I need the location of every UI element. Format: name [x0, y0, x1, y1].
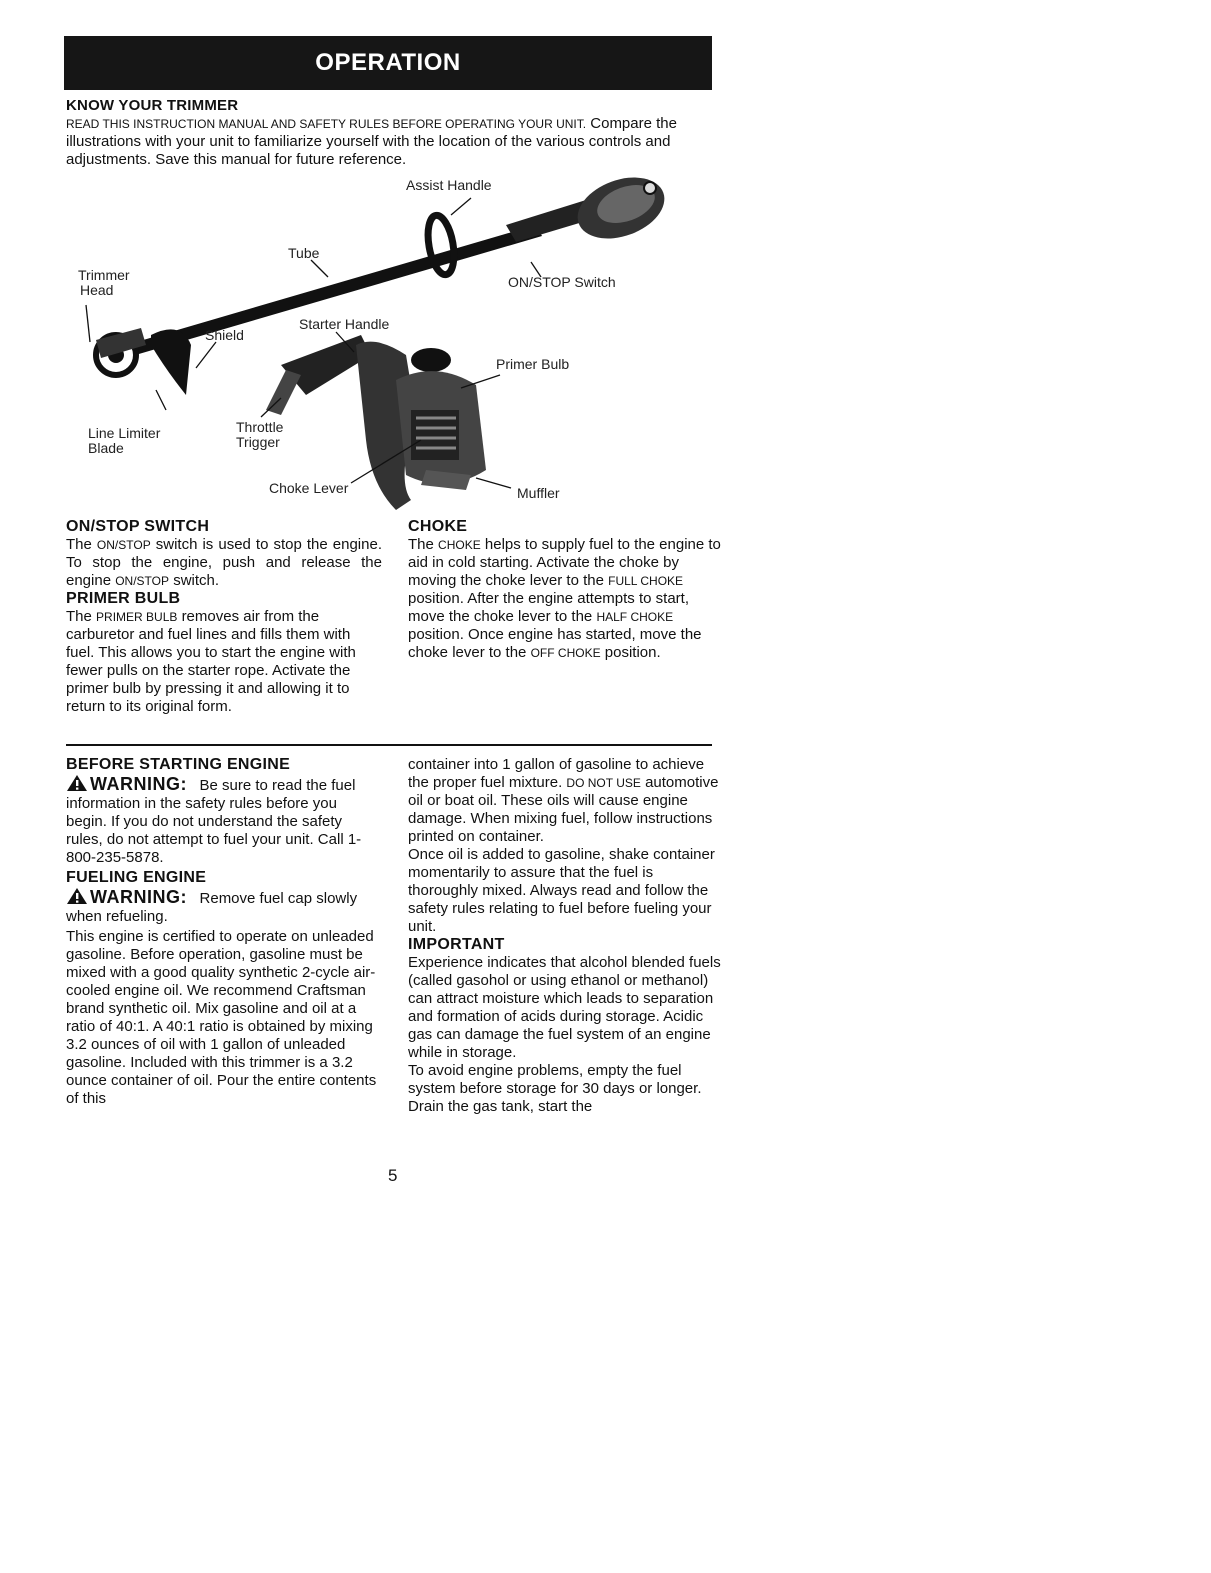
label-tube: Tube: [288, 245, 320, 261]
before-warning: [66, 774, 382, 867]
choke-text-5: position.: [604, 644, 661, 661]
storage-paragraph: To avoid engine problems, empty the fuel system before storage for 30 days or longer. Drain the gas tank, start the: [408, 1062, 702, 1115]
warning-label: WARNING:: [90, 774, 187, 794]
fueling-engine-heading: FUELING ENGINE: [66, 869, 207, 886]
intro-paragraph: [66, 115, 726, 169]
label-starter-handle: Starter Handle: [299, 316, 390, 332]
fueling-warning: [66, 887, 382, 926]
choke-caps-3: HALF CHOKE: [596, 610, 674, 624]
trimmer-diagram: [66, 170, 726, 520]
mix-text-1: container into 1 gallon of gasoline to achieve the proper fuel mixture.: [408, 756, 705, 791]
warning-text: Remove fuel cap slowly when refueling.: [66, 890, 358, 925]
warning-label: WARNING:: [90, 887, 187, 907]
label-choke-lever: Choke Lever: [269, 480, 349, 496]
onstop-caps-1: ON/STOP: [96, 538, 151, 552]
upper-left-column: [66, 518, 382, 716]
mix-text-2: automotive oil or boat oil. These oils will cause engine damage. When mixing fuel, follow instructions printed on container.: [408, 774, 719, 845]
important-heading: IMPORTANT: [408, 936, 505, 953]
onstop-heading: ON/STOP SWITCH: [66, 518, 210, 535]
onstop-text-1: The: [66, 536, 92, 553]
important-paragraph: Experience indicates that alcohol blended fuels (called gasohol or using ethanol or methanol) can attract moisture which leads to separation and formation of acids during storage. Acidic gas can damage the fuel system of an engine while in storage.: [408, 954, 721, 1061]
choke-text-4: position. Once engine has started, move the choke lever to the: [408, 626, 702, 661]
warning-icon: [66, 774, 88, 792]
fueling-paragraph: This engine is certified to operate on unleaded gasoline. Before operation, gasoline must be mixed with a good quality synthetic 2-cycle air-cooled engine oil. We recommend Craftsman brand synthetic oil. Mix gasoline and oil at a ratio of 40:1. A 40:1 ratio is obtained by mixing 3.2 ounces of oil with 1 gallon of unleaded gasoline. Included with this trimmer is a 3.2 ounce container of oil. Pour the entire contents of this: [66, 928, 377, 1107]
before-starting-heading: BEFORE STARTING ENGINE: [66, 756, 291, 773]
onstop-text-2: switch is used to stop the engine. To stop the engine, push and release the engine: [66, 536, 382, 589]
primer-heading: PRIMER BULB: [66, 590, 181, 607]
shake-paragraph: Once oil is added to gasoline, shake container momentarily to assure that the fuel is thoroughly mixed. Always read and follow the safety rules relating to fuel before fueling your unit.: [408, 846, 715, 935]
trimmer-illustration: [66, 170, 726, 520]
primer-text-2: removes air from the carburetor and fuel lines and fills them with fuel. This allows you to start the engine with fewer pulls on the starter rope. Activate the primer bulb by pressing it and allowing it to return to its original form.: [66, 608, 356, 715]
warning-icon: [66, 887, 88, 905]
do-not-use-caps: DO NOT USE: [566, 776, 641, 790]
upper-right-column: [408, 518, 724, 662]
choke-heading: CHOKE: [408, 518, 468, 535]
onstop-text-3: switch.: [173, 572, 220, 589]
page-number: 5: [388, 1166, 398, 1185]
choke-caps-1: CHOKE: [438, 538, 481, 552]
lower-left-column: [66, 756, 382, 1108]
label-line-limiter-1: Line Limiter: [88, 425, 161, 441]
section-divider: [66, 744, 712, 746]
intro-body-text: Compare the illustrations with your unit to familiarize yourself with the location of the various controls and adjustments. Save this manual for future reference.: [66, 115, 677, 168]
choke-paragraph: [408, 536, 724, 662]
choke-text-1: The: [408, 536, 434, 553]
lower-right-column: [408, 756, 724, 1116]
label-on-stop-switch: ON/STOP Switch: [508, 274, 616, 290]
know-your-trimmer-heading: KNOW YOUR TRIMMER: [66, 97, 239, 114]
page-banner: OPERATION: [64, 36, 712, 90]
mix-paragraph: [408, 756, 724, 846]
label-assist-handle: Assist Handle: [406, 177, 492, 193]
primer-paragraph: [66, 608, 382, 716]
intro-caps-text: READ THIS INSTRUCTION MANUAL AND SAFETY RULES BEFORE OPERATING YOUR UNIT.: [66, 117, 587, 131]
onstop-caps-2: ON/STOP: [115, 574, 170, 588]
label-trimmer-head-1: Trimmer: [78, 267, 130, 283]
choke-caps-4: OFF CHOKE: [530, 646, 601, 660]
warning-text: Be sure to read the fuel information in the safety rules before you begin. If you do not understand the safety rules, do not attempt to fuel your unit. Call 1-800-235-5878.: [66, 777, 362, 866]
choke-caps-2: FULL CHOKE: [608, 574, 684, 588]
primer-text-1: The: [66, 608, 92, 625]
label-line-limiter-2: Blade: [88, 440, 124, 456]
label-primer-bulb: Primer Bulb: [496, 356, 570, 372]
primer-caps-1: PRIMER BULB: [96, 610, 178, 624]
onstop-paragraph: [66, 536, 382, 590]
label-throttle-1: Throttle: [236, 419, 284, 435]
label-muffler: Muffler: [517, 485, 560, 501]
label-shield: Shield: [205, 327, 244, 343]
choke-text-2: helps to supply fuel to the engine to aid in cold starting. Activate the choke by moving the choke lever to the: [408, 536, 721, 589]
label-trimmer-head-2: Head: [80, 282, 114, 298]
choke-text-3: position. After the engine attempts to start, move the choke lever to the: [408, 590, 689, 625]
label-throttle-2: Trigger: [236, 434, 280, 450]
